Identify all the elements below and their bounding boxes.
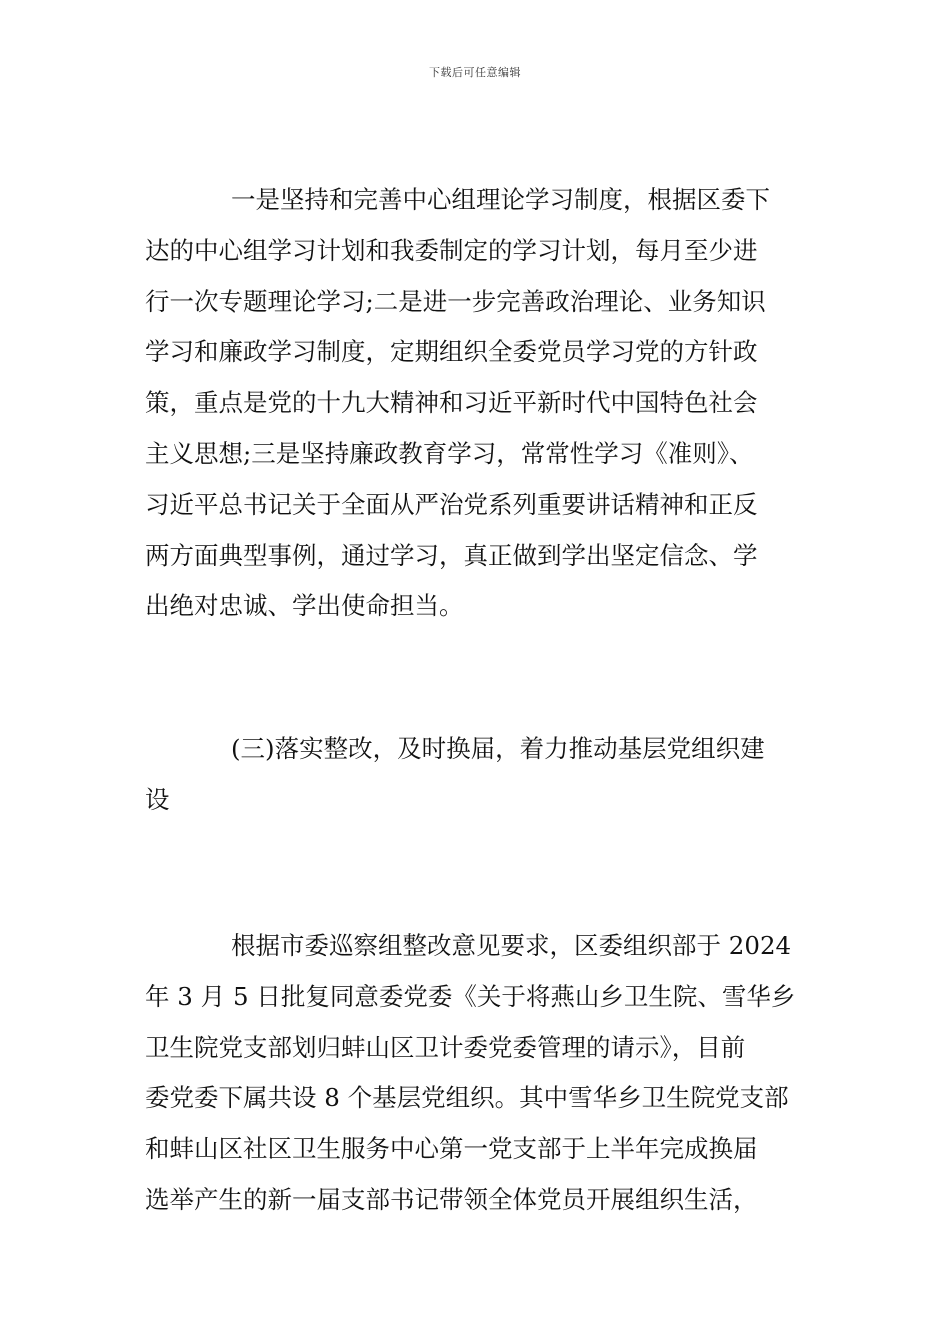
page-header: 下载后可任意编辑 — [429, 66, 521, 79]
paragraph-line: 选举产生的新一届支部书记带领全体党员开展组织生活， — [145, 1184, 758, 1214]
section-heading-line: (三)落实整改，及时换届，着力推动基层党组织建 — [231, 734, 765, 763]
section-heading-line: 设 — [145, 784, 170, 814]
paragraph-line: 卫生院党支部划归蚌山区卫计委党委管理的请示》，目前 — [145, 1032, 746, 1062]
paragraph-rectification — [145, 921, 807, 1226]
paragraph-line: 达的中心组学习计划和我委制定的学习计划，每月至少进 — [145, 235, 758, 265]
paragraph-line: 出绝对忠诚、学出使命担当。 — [145, 591, 464, 621]
paragraph-line: 年 3 月 5 日批复同意委党委《关于将燕山乡卫生院、雪华乡 — [145, 981, 796, 1011]
paragraph-line: 委党委下属共设 8 个基层党组织。其中雪华乡卫生院党支部 — [145, 1083, 789, 1113]
paragraph-line: 主义思想;三是坚持廉政教育学习，常常性学习《准则》、 — [145, 438, 754, 468]
paragraph-line: 和蚌山区社区卫生服务中心第一党支部于上半年完成换届 — [145, 1134, 758, 1164]
section-heading-3 — [145, 724, 807, 826]
paragraph-line: 策，重点是党的十九大精神和习近平新时代中国特色社会 — [145, 388, 758, 418]
paragraph-study-system — [145, 175, 807, 632]
paragraph-line: 两方面典型事例，通过学习，真正做到学出坚定信念、学 — [145, 540, 758, 570]
paragraph-line: 一是坚持和完善中心组理论学习制度，根据区委下 — [231, 185, 770, 214]
paragraph-line: 习近平总书记关于全面从严治党系列重要讲话精神和正反 — [145, 489, 758, 519]
paragraph-line: 学习和廉政学习制度，定期组织全委党员学习党的方针政 — [145, 337, 758, 367]
paragraph-line: 根据市委巡察组整改意见要求，区委组织部于 2024 — [231, 931, 792, 960]
paragraph-line: 行一次专题理论学习;二是进一步完善政治理论、业务知识 — [145, 286, 766, 316]
